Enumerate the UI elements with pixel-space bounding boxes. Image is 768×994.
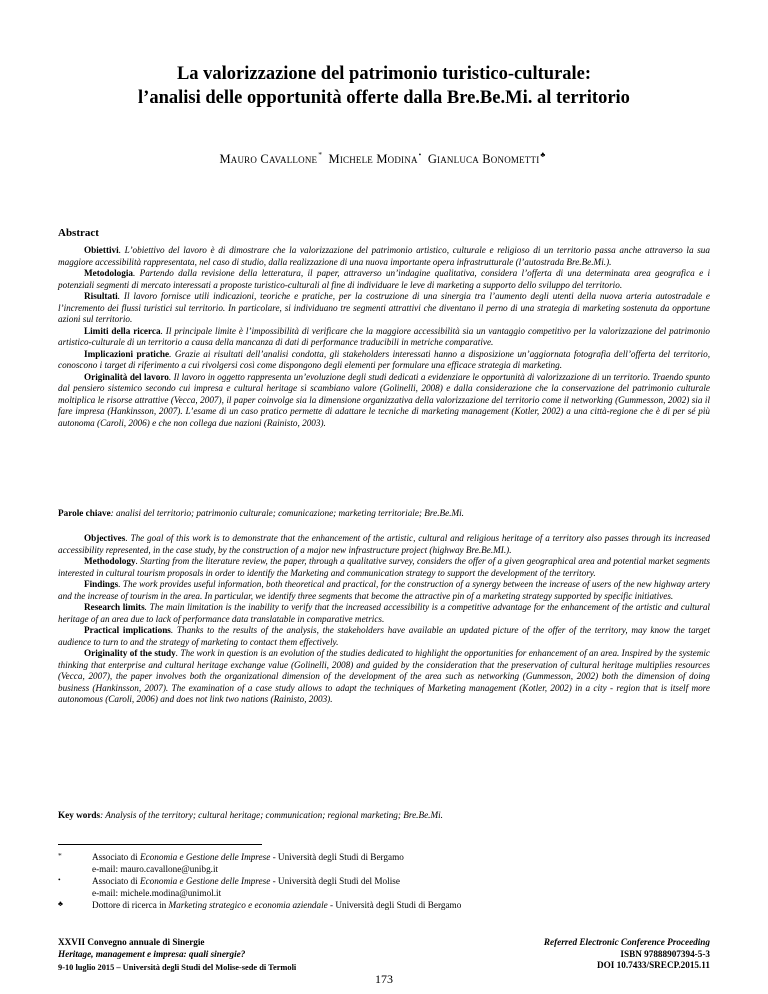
abstract-heading: Abstract xyxy=(58,227,99,239)
footnote-affiliation: Associato di Economia e Gestione delle Imprese - Università degli Studi di Bergamo xyxy=(92,852,404,862)
abstract-paragraph xyxy=(58,625,710,648)
author-mark: * xyxy=(318,150,323,159)
paragraph-label: Practical implications xyxy=(84,625,171,635)
abstract-paragraph xyxy=(58,326,710,349)
paragraph-label: Implicazioni pratiche xyxy=(84,348,170,359)
keywords-italian xyxy=(58,508,710,518)
footer-conference xyxy=(58,937,296,974)
footer-right-line-1: Referred Electronic Conference Proceeding xyxy=(543,937,710,947)
footer-right-line-3: DOI 10.7433/SRECP.2015.11 xyxy=(597,960,710,970)
paragraph-label: Originality of the study xyxy=(84,648,176,658)
footer-proceeding xyxy=(544,937,710,972)
paragraph-label: Objectives xyxy=(84,533,126,543)
paragraph-label: Methodology xyxy=(84,556,136,566)
keywords-value: : analisi del territorio; patrimonio culturale; comunicazione; marketing territoriale; Bre.Be.Mi. xyxy=(110,508,464,518)
title-line-2: l’analisi delle opportunità offerte dalla Bre.Be.Mi. al territorio xyxy=(138,88,630,108)
footer-left-line-1: XXVII Convegno annuale di Sinergie xyxy=(58,937,205,947)
paragraph-text: . L’obiettivo del lavoro è di dimostrare che la valorizzazione del patrimonio artistico, culturale e religioso di un territorio passa anche attraverso la sua maggiore accessibilità rappresentata, nel caso di studio, dalla realizzazione di una nuova importante opera infrastrutturale (l’autostrada Bre.Be.Mi.). xyxy=(58,245,710,267)
title-line-1: La valorizzazione del patrimonio turistico-culturale: xyxy=(176,64,592,84)
footnote-mark: * xyxy=(58,851,62,860)
abstract-paragraph xyxy=(58,268,710,291)
footnote-mark: • xyxy=(58,875,61,884)
paragraph-text: . The goal of this work is to demonstrate that the enhancement of the artistic, cultural and religious heritage of a territory also passes through its increased accessibility represented, in the case study, by the construction of a major new infrastructure project (highway Bre.Be.MI.). xyxy=(58,533,710,555)
abstract-paragraph xyxy=(58,556,710,579)
footnote-affiliation: Dottore di ricerca in Marketing strategico e economia aziendale - Università degli Studi di Bergamo xyxy=(92,900,462,910)
footnote-email: e-mail: michele.modina@unimol.it xyxy=(92,888,222,898)
footnote-mark: ♣ xyxy=(58,899,63,908)
paragraph-label: Research limits xyxy=(84,602,145,612)
footer-right-line-2: ISBN 97888907394-5-3 xyxy=(620,948,710,959)
abstract-paragraph xyxy=(58,579,710,602)
keywords-label: Parole chiave xyxy=(58,508,111,518)
keywords-label: Key words xyxy=(58,810,101,820)
footer-left-line-2: Heritage, management e impresa: quali sinergie? xyxy=(58,948,246,959)
paragraph-text: . The work provides useful information, both theoretical and practical, for the construction of a synergy between the increase of users of the new highway artery and the increase of tourism in the area. In particular, we identify three segments that become the attractive pin of a marketing strategy supported by specific initiatives. xyxy=(58,579,710,601)
author-name: Gianluca Bonometti xyxy=(427,152,540,166)
paper-title xyxy=(60,62,708,110)
author-mark: ♣ xyxy=(540,150,546,159)
footnote-affiliation: Associato di Economia e Gestione delle Imprese - Università degli Studi del Molise xyxy=(92,876,400,886)
author-mark: • xyxy=(418,150,422,159)
author-name: Michele Modina xyxy=(328,152,418,166)
abstract-italian xyxy=(58,245,710,429)
author-name: Mauro Cavallone xyxy=(219,152,318,166)
paragraph-text: . Partendo dalla revisione della letteratura, il paper, attraverso un’indagine qualitativa, considera l’offerta di una determinata area geografica e i potenziali segmenti di mercato interessati a proposte turistico-culturali al fine di individuare le leve di marketing a supporto dello sviluppo del territorio. xyxy=(58,268,710,290)
paragraph-text: . Il lavoro in oggetto rappresenta un’evoluzione degli studi dedicati a evidenziare le opportunità di valorizzazione di un territorio. Traendo spunto dal pensiero sistemico secondo cui impresa e cultural heritage si scambiano valore (Golinelli, 2008) e dalla considerazione che la conservazione del patrimonio culturale moltiplica le risorse attrattive (Vecca, 2007), il paper coinvolge sia la dimensione organizzativa della valorizzazione del territorio come il networking (Gummesson, 2002) sia il fare impresa (Hankinsson, 2007). L’esame di un caso pratico permette di adattare le tecniche di marketing management (Kotler, 2002) a una città-regione che è di per sé più autonoma (Caroli, 2006) e che non collega due nazioni (Rainisto, 2003). xyxy=(58,371,711,428)
paragraph-text: . Thanks to the results of the analysis, the stakeholders have available an updated picture of the offer of the territory, may know the target audience to turn to and the strategy of marketing to contact them effectively. xyxy=(58,625,710,647)
paragraph-label: Obiettivi xyxy=(84,245,119,255)
paragraph-text: . The work in question is an evolution of the studies dedicated to highlight the opportunities for enhancement of an area. Inspired by the systemic thinking that enterprise and cultural heritage exchange value (Golinelli, 2008) and guided by the consideration that the preservation of cultural heritage multiplies resources (Vecca, 2007), the paper involves both the organizational dimension of the development of the area such as networking (Gummesson, 2002) both the dimension of doing business (Hankinsson, 2007). The examination of a case study allows to adapt the techniques of Marketing management (Kotler, 2002) in a city - region that is itself more autonomous (Caroli, 2006) and does not link two nations (Rainisto, 2003). xyxy=(58,648,711,704)
keywords-value: : Analysis of the territory; cultural heritage; communication; regional marketing; Bre.Be.Mi. xyxy=(100,810,443,820)
abstract-paragraph xyxy=(58,349,710,372)
footnote-separator xyxy=(58,844,262,845)
abstract-english xyxy=(58,533,710,706)
abstract-paragraph xyxy=(58,291,710,326)
author-list xyxy=(60,150,708,167)
footnote-email: e-mail: mauro.cavallone@unibg.it xyxy=(92,864,219,874)
abstract-paragraph xyxy=(58,533,710,556)
paragraph-text: . Il lavoro fornisce utili indicazioni, teoriche e pratiche, per la costruzione di una sinergia tra l’aumento degli utenti della nuova arteria autostradale e l’incremento dei flussi turistici sul territorio. In particolare, si individuano tre segmenti attrattivi che diventano il perno di una strategia di marketing sostenuta da opportune azioni sul territorio. xyxy=(58,291,710,324)
paragraph-label: Findings xyxy=(84,579,119,589)
abstract-paragraph xyxy=(58,648,710,706)
paragraph-label: Originalità del lavoro xyxy=(84,371,169,382)
page-number: 173 xyxy=(375,972,393,986)
abstract-paragraph xyxy=(58,602,710,625)
keywords-english xyxy=(58,810,710,820)
paragraph-text: . Il principale limite è l’impossibilità di verificare che la maggiore accessibilità sia un vantaggio competitivo per la valorizzazione del patrimonio artistico-culturale di un territorio a causa della mancanza di dati di performance traducibili in metriche comparative. xyxy=(58,325,710,347)
paragraph-text: . The main limitation is the inability to verify that the increased accessibility is a competitive advantage for the enhancement of the artistic and cultural heritage of an area due to lack of performance data translatable in comparative metrics. xyxy=(58,602,710,624)
paragraph-text: . Starting from the literature review, the paper, through a qualitative survey, considers the offer of a given geographical area and potential market segments interested in cultural tourism proposals in order to identify the Marketing and communication strategy to support the development of the territory. xyxy=(58,556,710,578)
paragraph-label: Risultati xyxy=(84,291,118,301)
abstract-paragraph xyxy=(58,245,710,268)
paragraph-text: . Grazie ai risultati dell’analisi condotta, gli stakeholders interessati hanno a disposizione un’aggiornata fotografia dell’offerta del territorio, conoscono i target di riferimento a cui rivolgersi così come dispongono degli elementi per formulare una efficace strategia di marketing. xyxy=(58,348,710,370)
footer-left-line-3: 9-10 luglio 2015 – Università degli Studi del Molise-sede di Termoli xyxy=(58,963,297,972)
paragraph-label: Metodologia xyxy=(84,268,133,278)
abstract-paragraph xyxy=(58,372,710,430)
paragraph-label: Limiti della ricerca xyxy=(84,325,161,336)
